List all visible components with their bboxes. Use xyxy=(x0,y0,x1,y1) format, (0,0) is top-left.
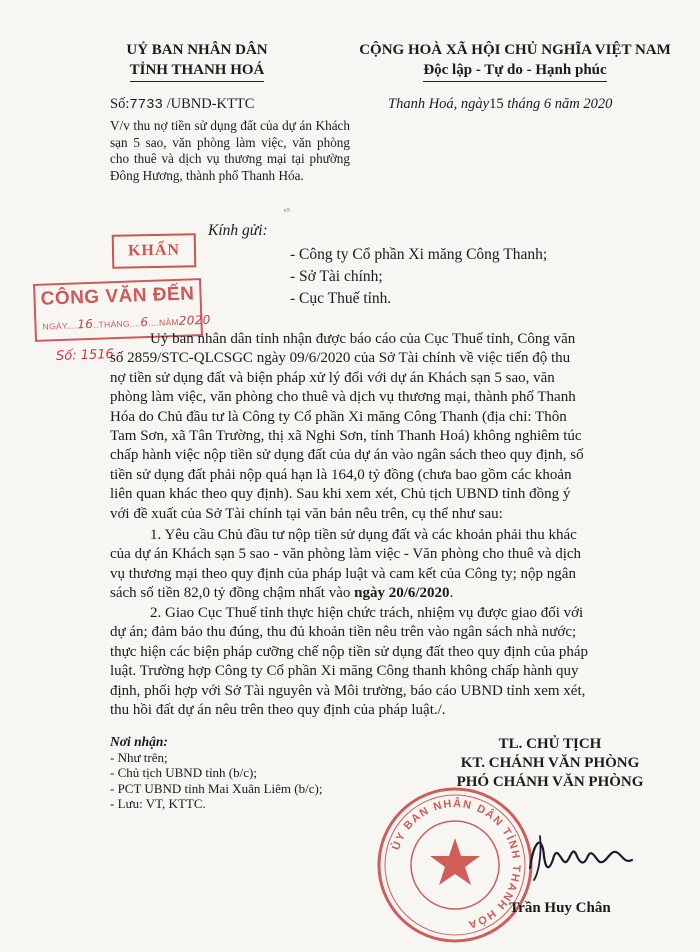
incoming-stamp-title: CÔNG VĂN ĐẾN xyxy=(40,283,195,310)
nation-motto: Độc lập - Tự do - Hạnh phúc xyxy=(423,60,606,82)
agency-line-1: UỶ BAN NHÂN DÂN xyxy=(126,42,268,58)
item-1-period: . xyxy=(449,585,454,602)
reference-suffix: /UBND-KTTC xyxy=(162,96,255,112)
signer-name: Trần Huy Chân xyxy=(509,900,611,916)
body-line: dự án; đảm bảo thu đúng, thu đủ khoản tiền nêu trên vào ngân sách nhà nước; xyxy=(110,624,577,641)
national-header xyxy=(340,40,690,82)
seal-star xyxy=(430,838,480,885)
body-line: Uỷ ban nhân dân tỉnh nhận được báo cáo của Cục Thuế tỉnh, Công văn xyxy=(150,331,576,347)
body-line: Hóa do Chủ đầu tư là Công ty Cổ phần Xi măng Công Thanh (địa chỉ: Thôn xyxy=(110,408,567,425)
stamp-ngay-label: NGÀY xyxy=(42,320,67,332)
document-subject: V/v thu nợ tiền sử dụng đất của dự án Khách sạn 5 sao, văn phòng làm việc, văn phòng cho thuê và dịch vụ thương mại tại phường Đông Hương, thành phố Thanh Hóa. xyxy=(110,118,350,183)
place-date xyxy=(388,96,612,113)
incoming-stamp-date: NGÀY....16..THÁNG....6....NĂM2020 xyxy=(42,312,211,332)
body-line: với đề xuất của Sở Tài chính tại văn bản nêu trên, cụ thể như sau: xyxy=(110,505,503,522)
distribution-list xyxy=(110,734,322,812)
nation-line-1: CỘNG HOÀ XÃ HỘI CHỦ NGHĨA VIỆT NAM xyxy=(359,42,671,58)
stamp-nam-label: NĂM xyxy=(158,316,179,328)
body-line: 2. Giao Cục Thuế tỉnh thực hiện chức trách, nhiệm vụ được giao đối với xyxy=(150,605,584,621)
stamp-day: 16 xyxy=(77,316,94,332)
document-reference xyxy=(110,96,254,113)
recipient-item: - Cục Thuế tỉnh. xyxy=(290,290,392,307)
recipient-item: - Công ty Cổ phần Xi măng Công Thanh; xyxy=(290,246,548,263)
official-seal xyxy=(376,786,534,944)
body-line: tiền sử dụng đất phải nộp quá hạn là 164,0 tỷ đồng (chưa bao gồm các khoản xyxy=(110,466,572,483)
greeting: Kính gửi: xyxy=(208,222,268,239)
stamp-year: 2020 xyxy=(178,312,211,328)
body-line xyxy=(110,584,658,603)
agency-line-2: TỈNH THANH HOÁ xyxy=(130,60,265,82)
distribution-item: - Chủ tịch UBND tỉnh (b/c); xyxy=(110,765,257,780)
reference-number: 7733 xyxy=(129,97,163,113)
body-line: thu hồi đất dự án nêu trên theo quy định của pháp luật./. xyxy=(110,702,446,719)
body-line: luật. Trường hợp Công ty Cổ phần Xi măng Công thanh không chấp hành quy xyxy=(110,663,579,680)
body-line: của dự án Khách sạn 5 sao - văn phòng làm việc - Văn phòng cho thuê và dịch xyxy=(110,546,582,563)
body-line: thực hiện các biện pháp cưỡng chế nộp tiền sử dụng đất theo quy định của pháp xyxy=(110,643,589,660)
distribution-item: - Lưu: VT, KTTC. xyxy=(110,796,206,811)
stamp-thang-label: THÁNG xyxy=(98,318,130,330)
seal-emblem xyxy=(430,838,480,885)
distribution-item: - Như trên; xyxy=(110,749,168,765)
body-line: Tam Sơn, xã Tân Trường, thị xã Nghi Sơn, tỉnh Thanh Hoá) không nghiêm túc xyxy=(110,428,582,445)
scan-mark: ⁿ⁵ xyxy=(284,206,290,216)
issuing-agency xyxy=(112,40,282,82)
place-date-day: 15 xyxy=(489,96,504,112)
body-line: 1. Yêu cầu Chủ đầu tư nộp tiền sử dụng đất và các khoản phải thu khác xyxy=(150,527,577,543)
reference-prefix: Số: xyxy=(110,96,130,112)
body-line: phòng làm việc, văn phòng cho thuê và dịch vụ thương mại, thành phố Thanh xyxy=(110,389,576,406)
payment-deadline: ngày 20/6/2020 xyxy=(354,585,450,602)
handwritten-signature xyxy=(520,826,640,886)
body-line: số 2859/STC-QLCSGC ngày 09/6/2020 của Sở Tài chính về việc tiến độ thu xyxy=(110,350,571,367)
signature-line-2: KT. CHÁNH VĂN PHÒNG xyxy=(460,755,640,771)
handwritten-registration-number: Số: 1516 xyxy=(55,346,115,365)
place-date-rest: tháng 6 năm 2020 xyxy=(503,96,613,112)
distribution-heading: Nơi nhận: xyxy=(110,734,168,749)
seal-text-path: ỦY BAN NHÂN DÂN TỈNH THANH HÓA xyxy=(390,797,523,931)
stamp-month: 6 xyxy=(140,314,149,330)
signature-line-1: TL. CHỦ TỊCH xyxy=(498,736,602,752)
item-1-paragraph xyxy=(110,526,658,604)
urgent-stamp: KHẨN xyxy=(112,233,197,268)
item-1-last-text: sách số tiền 82,0 tỷ đồng chậm nhất vào xyxy=(110,585,355,602)
signature-titles xyxy=(415,735,685,792)
distribution-item: - PCT UBND tỉnh Mai Xuân Liêm (b/c); xyxy=(110,780,323,796)
intro-paragraph xyxy=(110,330,658,524)
body-line: vụ thương mại theo quy định của pháp luật và cam kết của Công ty; nộp ngân xyxy=(110,565,576,582)
place-date-prefix: Thanh Hoá, ngày xyxy=(388,96,490,112)
body-line: liên quan khác theo quy định). Sau khi xem xét, Chủ tịch UBND tỉnh đồng ý xyxy=(110,486,571,503)
signature-line-3: PHÓ CHÁNH VĂN PHÒNG xyxy=(456,774,644,790)
body-line: nợ tiền sử dụng đất và biện pháp xử lý đối với dự án Khách sạn 5 sao, văn xyxy=(110,369,555,386)
recipient-item: - Sở Tài chính; xyxy=(290,268,383,285)
body-line: định, phối hợp với Sở Tài nguyên và Môi trường, báo cáo UBND tỉnh xem xét, xyxy=(110,682,586,699)
item-2-paragraph xyxy=(110,604,658,720)
body-line: chấp hành việc nộp tiền sử dụng đất của dự án vào ngân sách theo quy định, số xyxy=(110,447,584,464)
